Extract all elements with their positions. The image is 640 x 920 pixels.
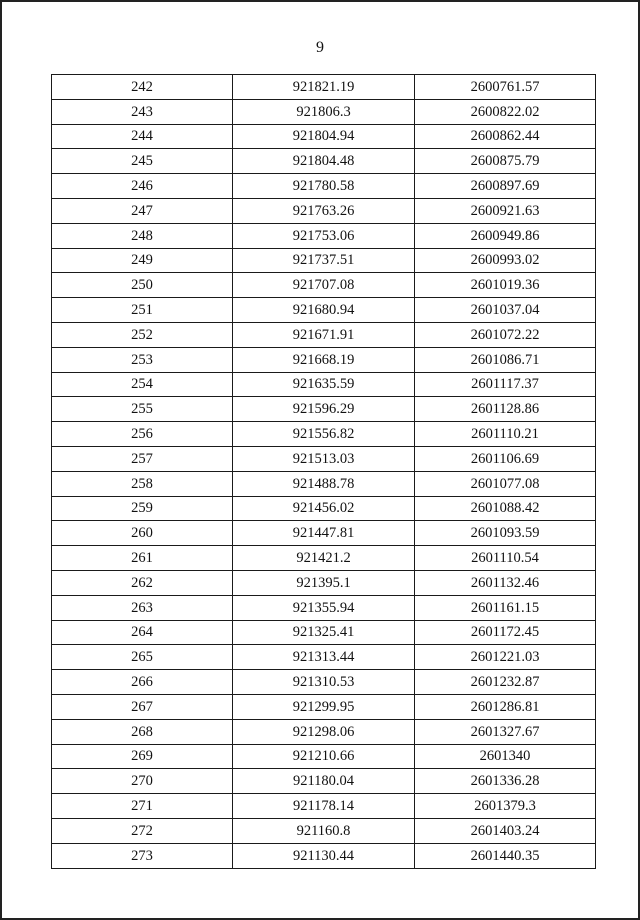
y-coordinate-cell: 2601106.69 <box>415 446 596 471</box>
x-coordinate-cell: 921355.94 <box>233 595 415 620</box>
x-coordinate-cell: 921806.3 <box>233 99 415 124</box>
y-coordinate-cell: 2601128.86 <box>415 397 596 422</box>
y-coordinate-cell: 2601403.24 <box>415 818 596 843</box>
y-coordinate-cell: 2601072.22 <box>415 322 596 347</box>
x-coordinate-cell: 921821.19 <box>233 75 415 100</box>
y-coordinate-cell: 2600761.57 <box>415 75 596 100</box>
y-coordinate-cell: 2601132.46 <box>415 570 596 595</box>
x-coordinate-cell: 921447.81 <box>233 521 415 546</box>
table-row <box>52 546 596 571</box>
x-coordinate-cell: 921210.66 <box>233 744 415 769</box>
x-coordinate-cell: 921178.14 <box>233 794 415 819</box>
point-number-cell: 253 <box>52 347 233 372</box>
x-coordinate-cell: 921804.94 <box>233 124 415 149</box>
table-row <box>52 843 596 868</box>
y-coordinate-cell: 2600897.69 <box>415 174 596 199</box>
x-coordinate-cell: 921635.59 <box>233 372 415 397</box>
point-number-cell: 268 <box>52 719 233 744</box>
table-row <box>52 694 596 719</box>
table-row <box>52 298 596 323</box>
y-coordinate-cell: 2601110.54 <box>415 546 596 571</box>
x-coordinate-cell: 921804.48 <box>233 149 415 174</box>
table-row <box>52 496 596 521</box>
y-coordinate-cell: 2601093.59 <box>415 521 596 546</box>
x-coordinate-cell: 921160.8 <box>233 818 415 843</box>
y-coordinate-cell: 2600875.79 <box>415 149 596 174</box>
y-coordinate-cell: 2601232.87 <box>415 670 596 695</box>
table-row <box>52 347 596 372</box>
y-coordinate-cell: 2600993.02 <box>415 248 596 273</box>
x-coordinate-cell: 921299.95 <box>233 694 415 719</box>
page-number: 9 <box>316 39 324 56</box>
x-coordinate-cell: 921737.51 <box>233 248 415 273</box>
table-row <box>52 198 596 223</box>
x-coordinate-cell: 921130.44 <box>233 843 415 868</box>
table-row <box>52 670 596 695</box>
y-coordinate-cell: 2601037.04 <box>415 298 596 323</box>
table-row <box>52 248 596 273</box>
y-coordinate-cell: 2600862.44 <box>415 124 596 149</box>
y-coordinate-cell: 2601172.45 <box>415 620 596 645</box>
table-row <box>52 99 596 124</box>
point-number-cell: 267 <box>52 694 233 719</box>
x-coordinate-cell: 921310.53 <box>233 670 415 695</box>
point-number-cell: 247 <box>52 198 233 223</box>
coordinates-table <box>51 74 596 869</box>
x-coordinate-cell: 921763.26 <box>233 198 415 223</box>
x-coordinate-cell: 921707.08 <box>233 273 415 298</box>
x-coordinate-cell: 921556.82 <box>233 422 415 447</box>
point-number-cell: 255 <box>52 397 233 422</box>
table-row <box>52 124 596 149</box>
y-coordinate-cell: 2600949.86 <box>415 223 596 248</box>
point-number-cell: 256 <box>52 422 233 447</box>
x-coordinate-cell: 921753.06 <box>233 223 415 248</box>
table-row <box>52 818 596 843</box>
table-row <box>52 471 596 496</box>
y-coordinate-cell: 2600921.63 <box>415 198 596 223</box>
point-number-cell: 250 <box>52 273 233 298</box>
x-coordinate-cell: 921325.41 <box>233 620 415 645</box>
y-coordinate-cell: 2601110.21 <box>415 422 596 447</box>
y-coordinate-cell: 2601221.03 <box>415 645 596 670</box>
point-number-cell: 257 <box>52 446 233 471</box>
y-coordinate-cell: 2601440.35 <box>415 843 596 868</box>
y-coordinate-cell: 2601086.71 <box>415 347 596 372</box>
point-number-cell: 248 <box>52 223 233 248</box>
table-row <box>52 322 596 347</box>
point-number-cell: 266 <box>52 670 233 695</box>
table-row <box>52 769 596 794</box>
coordinates-table-body <box>52 75 596 869</box>
table-row <box>52 645 596 670</box>
point-number-cell: 244 <box>52 124 233 149</box>
table-row <box>52 174 596 199</box>
point-number-cell: 243 <box>52 99 233 124</box>
y-coordinate-cell: 2601336.28 <box>415 769 596 794</box>
table-row <box>52 595 596 620</box>
point-number-cell: 272 <box>52 818 233 843</box>
point-number-cell: 242 <box>52 75 233 100</box>
y-coordinate-cell: 2601117.37 <box>415 372 596 397</box>
table-row <box>52 273 596 298</box>
point-number-cell: 251 <box>52 298 233 323</box>
point-number-cell: 269 <box>52 744 233 769</box>
y-coordinate-cell: 2601019.36 <box>415 273 596 298</box>
x-coordinate-cell: 921298.06 <box>233 719 415 744</box>
x-coordinate-cell: 921180.04 <box>233 769 415 794</box>
point-number-cell: 263 <box>52 595 233 620</box>
point-number-cell: 271 <box>52 794 233 819</box>
x-coordinate-cell: 921780.58 <box>233 174 415 199</box>
point-number-cell: 252 <box>52 322 233 347</box>
table-row <box>52 422 596 447</box>
y-coordinate-cell: 2601077.08 <box>415 471 596 496</box>
x-coordinate-cell: 921680.94 <box>233 298 415 323</box>
point-number-cell: 259 <box>52 496 233 521</box>
table-row <box>52 397 596 422</box>
point-number-cell: 249 <box>52 248 233 273</box>
point-number-cell: 246 <box>52 174 233 199</box>
table-row <box>52 570 596 595</box>
y-coordinate-cell: 2601286.81 <box>415 694 596 719</box>
point-number-cell: 260 <box>52 521 233 546</box>
table-row <box>52 521 596 546</box>
point-number-cell: 254 <box>52 372 233 397</box>
x-coordinate-cell: 921596.29 <box>233 397 415 422</box>
table-row <box>52 223 596 248</box>
y-coordinate-cell: 2601088.42 <box>415 496 596 521</box>
y-coordinate-cell: 2601340 <box>415 744 596 769</box>
table-row <box>52 620 596 645</box>
x-coordinate-cell: 921513.03 <box>233 446 415 471</box>
x-coordinate-cell: 921671.91 <box>233 322 415 347</box>
point-number-cell: 264 <box>52 620 233 645</box>
table-row <box>52 149 596 174</box>
table-row <box>52 719 596 744</box>
y-coordinate-cell: 2601327.67 <box>415 719 596 744</box>
point-number-cell: 258 <box>52 471 233 496</box>
x-coordinate-cell: 921313.44 <box>233 645 415 670</box>
y-coordinate-cell: 2600822.02 <box>415 99 596 124</box>
y-coordinate-cell: 2601379.3 <box>415 794 596 819</box>
table-row <box>52 372 596 397</box>
x-coordinate-cell: 921421.2 <box>233 546 415 571</box>
y-coordinate-cell: 2601161.15 <box>415 595 596 620</box>
table-row <box>52 794 596 819</box>
point-number-cell: 270 <box>52 769 233 794</box>
x-coordinate-cell: 921456.02 <box>233 496 415 521</box>
table-row <box>52 75 596 100</box>
point-number-cell: 265 <box>52 645 233 670</box>
point-number-cell: 273 <box>52 843 233 868</box>
x-coordinate-cell: 921395.1 <box>233 570 415 595</box>
x-coordinate-cell: 921668.19 <box>233 347 415 372</box>
table-row <box>52 744 596 769</box>
point-number-cell: 262 <box>52 570 233 595</box>
table-row <box>52 446 596 471</box>
point-number-cell: 261 <box>52 546 233 571</box>
x-coordinate-cell: 921488.78 <box>233 471 415 496</box>
point-number-cell: 245 <box>52 149 233 174</box>
